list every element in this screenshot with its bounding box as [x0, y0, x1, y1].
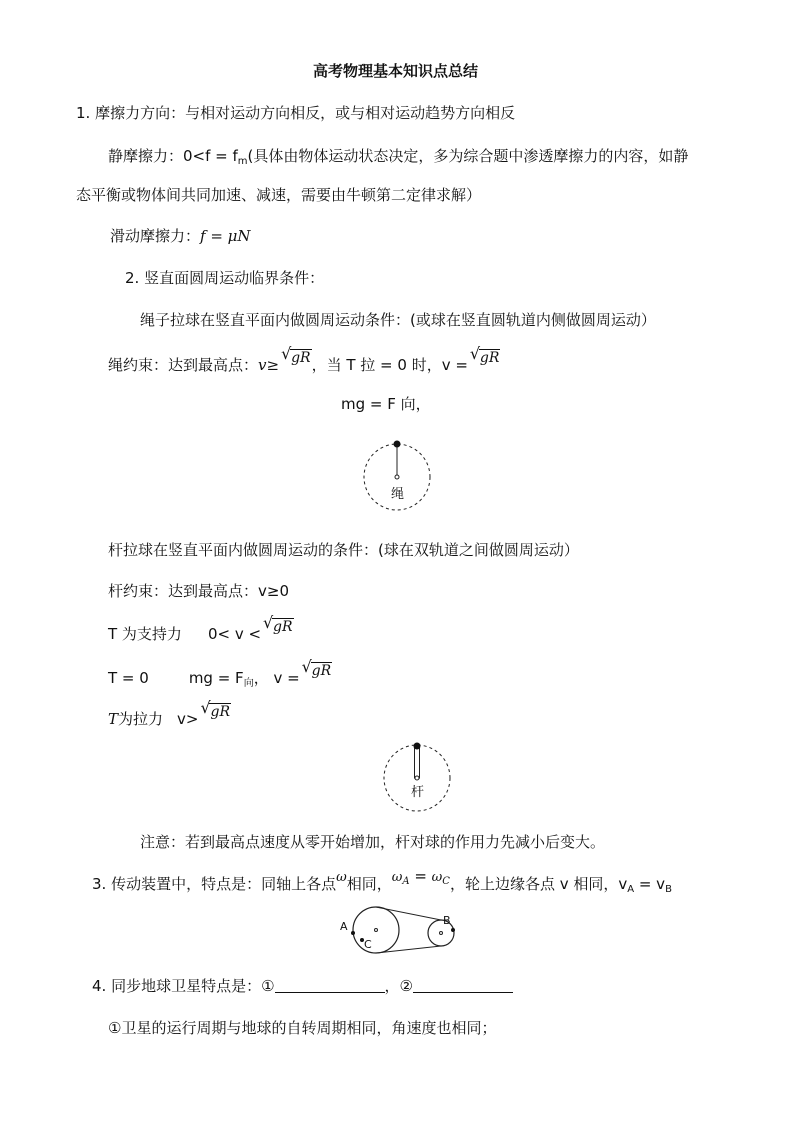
blank-2 [413, 978, 513, 993]
rod-support-cond: 0< v < [207, 625, 262, 643]
omega-a-sub: A [402, 876, 410, 887]
rod-pull-line [108, 698, 231, 729]
transmission-eq2: = v [634, 875, 666, 893]
friction-direction-heading: 1. 摩擦力方向：与相对运动方向相反，或与相对运动趋势方向相反 [76, 104, 516, 122]
omega-c: ω [431, 870, 443, 885]
rod-zero-v: ， v = [253, 669, 300, 687]
rod-constraint: 杆约束：达到最高点：v≥0 [108, 582, 289, 600]
satellite-point-1: ①卫星的运行周期与地球的自转周期相同，角速度也相同； [108, 1019, 497, 1037]
rod-pull-label: 为拉力 [118, 710, 164, 728]
rope-center [395, 475, 399, 479]
rope-sqrt-1: √ gR [281, 344, 311, 366]
rope-condition-title: 绳子拉球在竖直平面内做圆周运动条件：(或球在竖直圆轨道内侧做圆周运动） [140, 311, 656, 329]
static-friction-line2: 态平衡或物体间共同加速、减速，需要由牛顿第二定律求解） [76, 186, 482, 204]
static-friction-sub: m [237, 156, 248, 167]
page-title: 高考物理基本知识点总结 [313, 62, 479, 80]
rod-zero-line [108, 657, 332, 694]
rod-note: 注意：若到最高点速度从零开始增加，杆对球的作用力先减小后变大。 [140, 833, 606, 851]
rope-equation: mg = F 向， [341, 395, 431, 413]
rod-zero-eq: mg = F [188, 669, 244, 687]
transmission-mid: 相同， [346, 875, 392, 893]
rod-condition-title: 杆拉球在竖直平面内做圆周运动的条件：(球在双轨道之间做圆周运动） [108, 541, 579, 559]
vb-sub: B [665, 884, 672, 895]
rod-support-line [108, 613, 294, 644]
rod-sqrt-1: √ gR [263, 613, 293, 635]
pulley-label-a: A [340, 920, 348, 933]
transmission-rest: ，轮上边缘各点 v 相同，v [449, 875, 628, 893]
omega-a: ω [391, 870, 403, 885]
rope-constraint-line [108, 344, 500, 375]
rod-bar [415, 746, 420, 778]
rod-zero-label: T = 0 [108, 669, 149, 687]
static-friction-rest: (具体由物体运动状态决定，多为综合题中渗透摩擦力的内容，如静 [247, 147, 689, 165]
omega-symbol: ω [336, 870, 347, 885]
rope-v-label: v≥ [258, 356, 280, 374]
rod-pull-cond: v> [177, 710, 199, 728]
rod-sqrt-2: √ gR [301, 657, 332, 679]
point-b [451, 928, 455, 932]
rod-center [415, 776, 419, 780]
rope-label: 绳 [391, 487, 405, 502]
static-friction-line [108, 146, 688, 172]
rod-zero-eq-sub: 向 [243, 678, 254, 689]
satellite-prefix: 4. 同步地球卫星特点是：① [92, 977, 275, 995]
rod-diagram [382, 742, 452, 814]
sliding-friction-formula: f = μN [200, 227, 251, 245]
omega-c-sub: C [442, 876, 450, 887]
blank-1 [275, 978, 385, 993]
point-a [351, 931, 355, 935]
va-sub: A [627, 884, 635, 895]
rod-label: 杆 [411, 785, 425, 800]
belt-top [376, 907, 441, 920]
small-wheel-hub [440, 932, 443, 935]
transmission-heading [92, 867, 672, 900]
static-friction-prefix: 静摩擦力：0<f = f [108, 147, 238, 165]
sliding-friction-label: 滑动摩擦力： [110, 227, 201, 245]
rope-ball [394, 441, 401, 448]
sliding-friction-line [110, 226, 251, 246]
rod-ball [414, 743, 421, 750]
rod-sqrt-3: √ gR [200, 698, 230, 720]
rope-sqrt-2: √ gR [469, 344, 500, 366]
rope-constraint-prefix: 绳约束：达到最高点： [108, 356, 259, 374]
transmission-prefix: 3. 传动装置中，特点是：同轴上各点 [92, 875, 337, 893]
pulley-label-b: B [443, 914, 451, 927]
rod-pull-T: T [108, 710, 119, 728]
big-wheel-hub [375, 929, 378, 932]
satellite-heading [92, 976, 513, 996]
rod-support-label: T 为支持力 [108, 625, 182, 643]
omega-eq-sign: = [409, 867, 432, 885]
pulley-label-c: C [364, 938, 372, 951]
satellite-mid: ，② [384, 977, 413, 995]
belt-bottom [376, 946, 441, 953]
circular-motion-heading: 2. 竖直面圆周运动临界条件： [125, 269, 325, 287]
rope-mid-text: ，当 T 拉 = 0 时，v = [311, 356, 468, 374]
